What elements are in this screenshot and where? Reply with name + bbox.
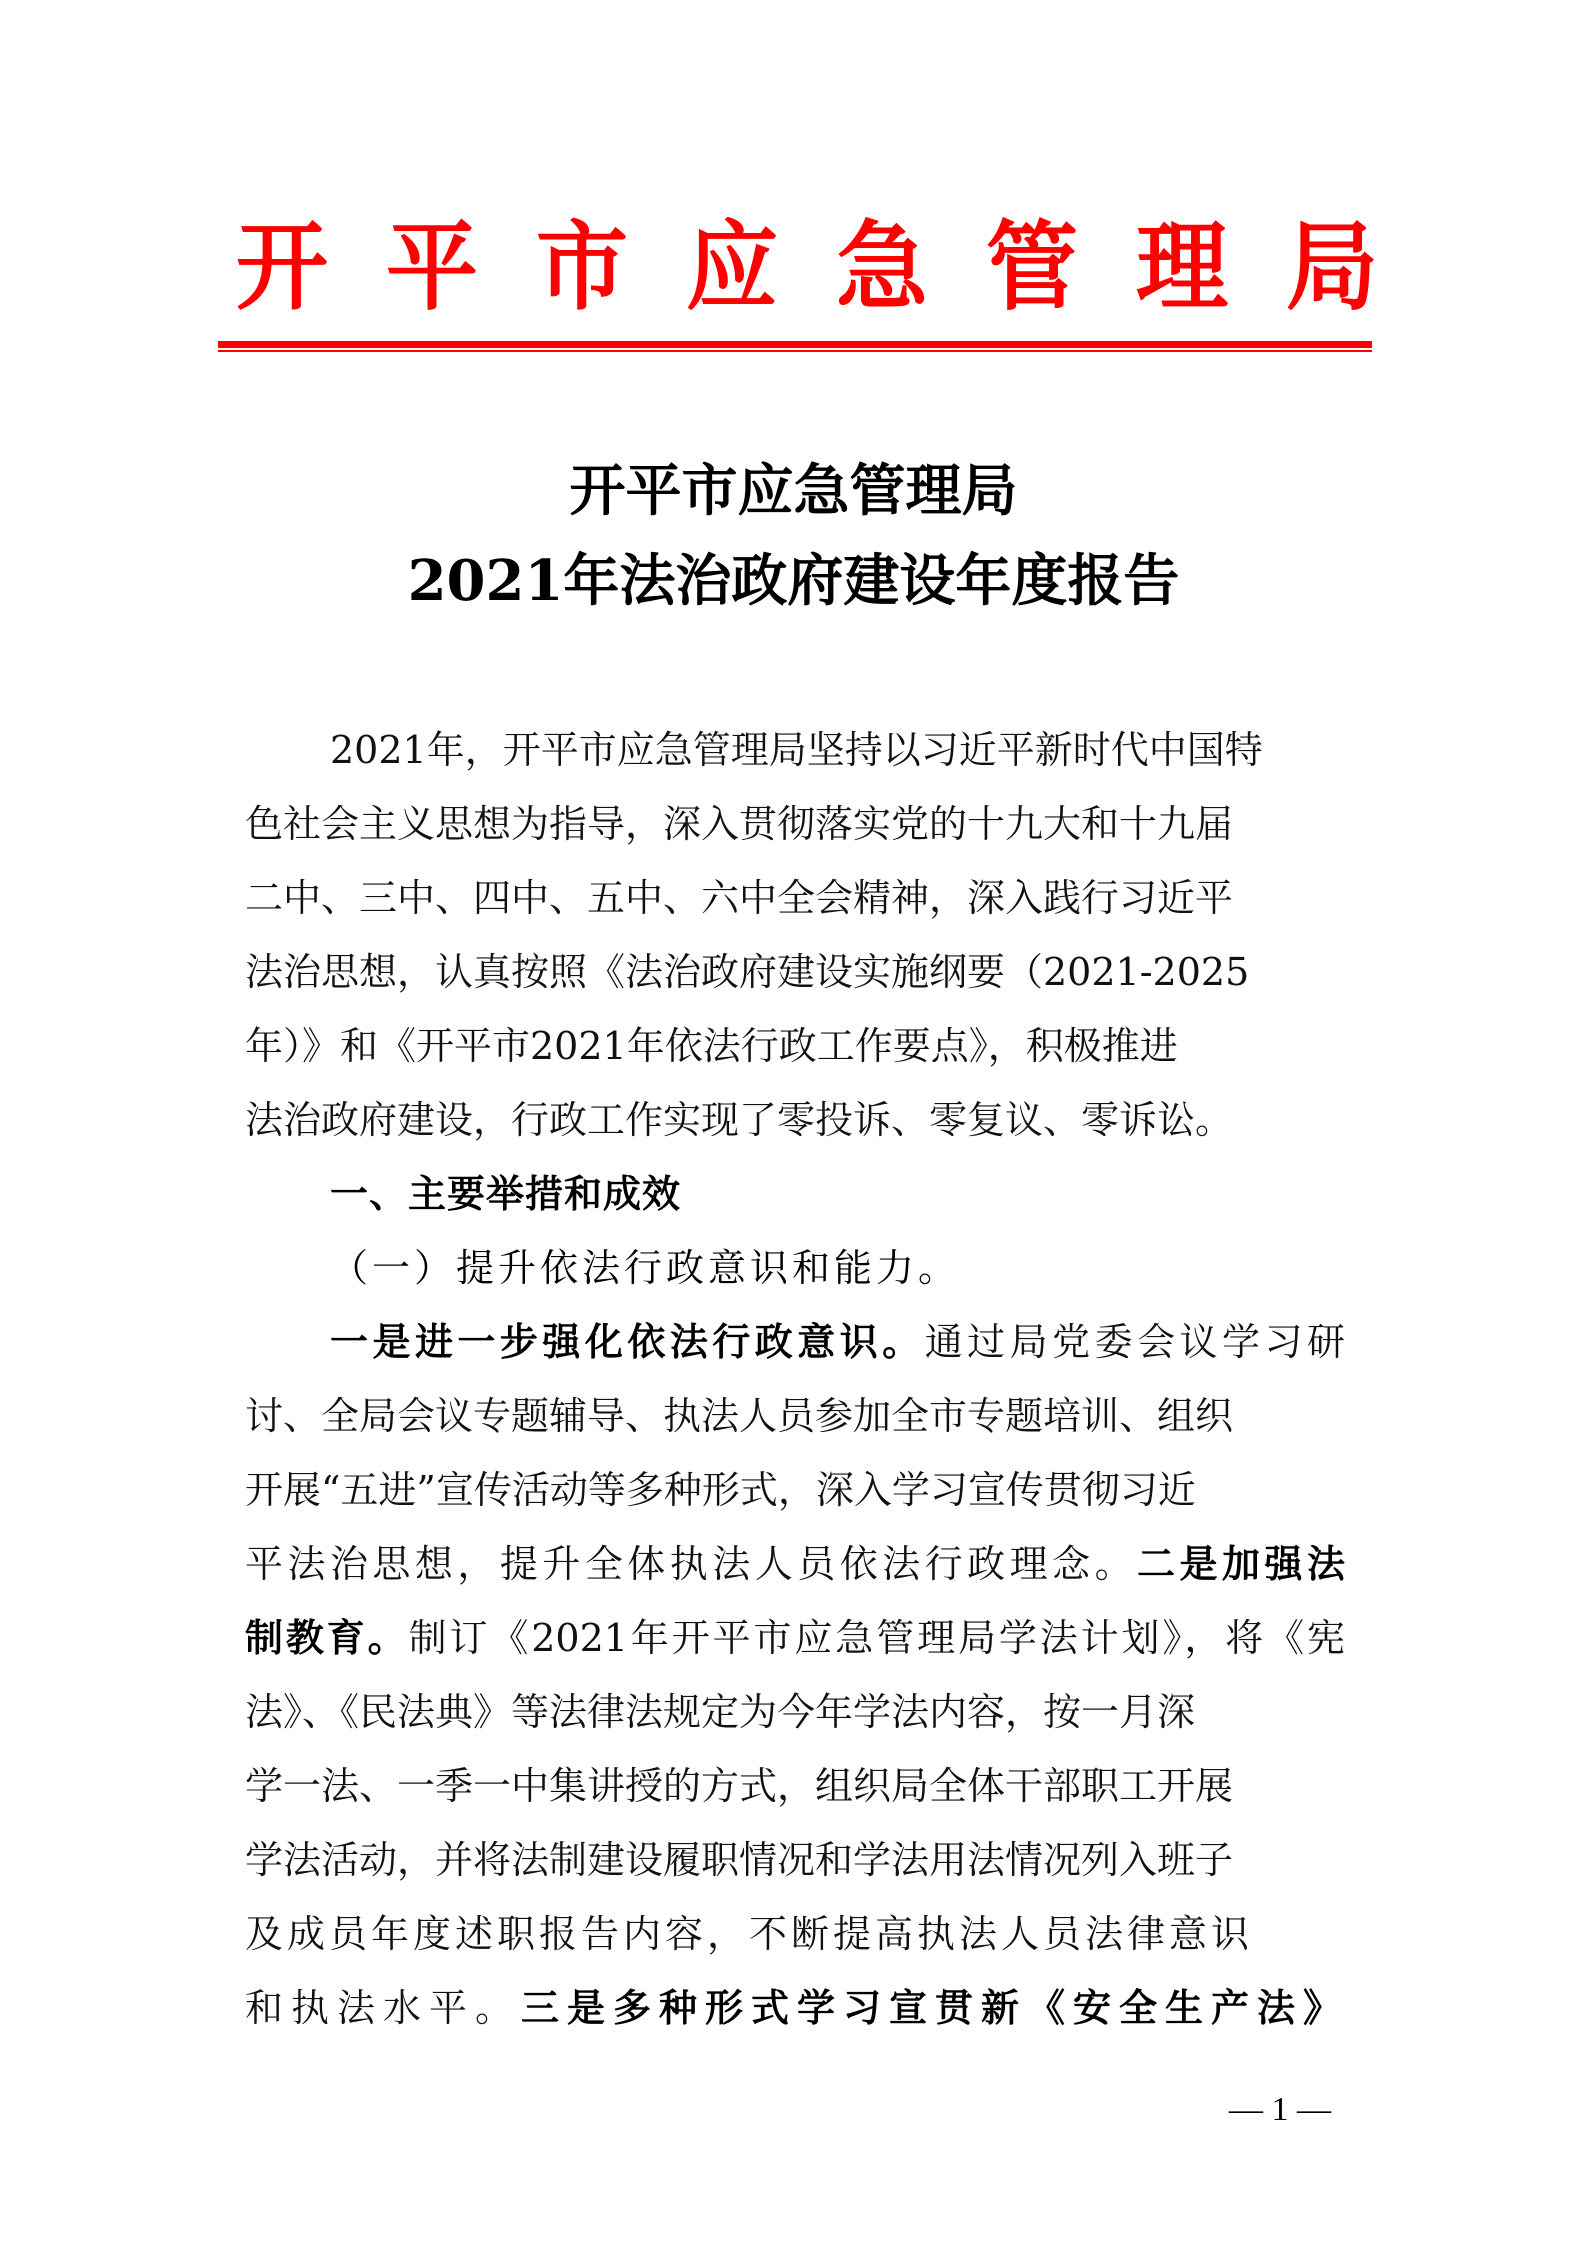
intro-line: 色社会主义思想为指导，深入贯彻落实党的十九大和十九届 [245,802,1234,846]
paragraph-line: 法》、《民法典》等法律法规定为今年学法内容，按一月深 [245,1690,1196,1734]
page-number: — 1 — [1229,2091,1331,2128]
paragraph-text: 平法治思想，提升全体执法人员依法行政理念。 [245,1542,1138,1586]
paragraph-line [245,1980,1350,2036]
paragraph-text: 制订《2021年开平市应急管理局学法计划》，将《宪 [408,1616,1345,1660]
bold-lead: 三是多种形式学习宣贯新《安全生产法》 [521,1985,1350,2030]
document-title-line-2: 2021年法治政府建设年度报告 [407,548,1180,614]
paragraph-line [330,1314,1345,1370]
paragraph-line [245,1536,1345,1592]
paragraph-line: 讨、全局会议专题辅导、执法人员参加全市专题培训、组织 [245,1394,1234,1438]
intro-line: 年）》和《开平市2021年依法行政工作要点》，积极推进 [245,1024,1178,1068]
intro-line: 法治政府建设，行政工作实现了零投诉、零复议、零诉讼。 [245,1098,1234,1142]
masthead-char: 管 [985,210,1078,324]
bold-lead: 制教育。 [245,1615,409,1660]
bold-lead: 一是进一步强化依法行政意识。 [330,1319,925,1364]
intro-line: 二中、三中、四中、五中、六中全会精神，深入践行习近平 [245,876,1234,920]
masthead-char: 应 [685,210,778,324]
masthead-char: 市 [535,210,628,324]
paragraph-line: 学法活动，并将法制建设履职情况和学法用法情况列入班子 [245,1838,1234,1882]
masthead [232,212,1382,322]
masthead-char: 平 [385,210,478,324]
paragraph-line: 开展“五进”宣传活动等多种形式，深入学习宣传贯彻习近 [245,1468,1196,1512]
section-heading: 一、主要举措和成效 [330,1172,682,1216]
paragraph-text: 通过局党委会议学习研 [924,1320,1345,1364]
paragraph-text: 和执法水平。 [245,1986,522,2030]
masthead-rule-thick [218,341,1372,348]
paragraph-line: 及成员年度述职报告内容，不断提高执法人员法律意识 [245,1912,1254,1956]
subsection-heading: （一）提升依法行政意识和能力。 [330,1246,961,1290]
masthead-char: 局 [1285,210,1378,324]
document-title-line-1: 开平市应急管理局 [569,458,1018,524]
masthead-char: 开 [235,210,328,324]
bold-lead: 二是加强法 [1137,1541,1345,1586]
paragraph-line: 学一法、一季一中集讲授的方式，组织局全体干部职工开展 [245,1764,1234,1808]
masthead-rule-thin [218,350,1372,352]
intro-line: 法治思想，认真按照《法治政府建设实施纲要（2021-2025 [245,950,1250,994]
masthead-char: 急 [835,210,928,324]
intro-line: 2021年，开平市应急管理局坚持以习近平新时代中国特 [330,728,1263,772]
masthead-char: 理 [1135,210,1228,324]
paragraph-line [245,1610,1345,1666]
